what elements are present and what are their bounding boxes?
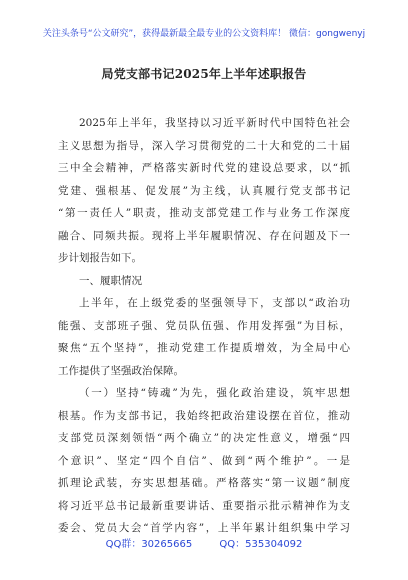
section-heading: 一、履职情况 <box>79 274 142 287</box>
document-body <box>58 112 350 540</box>
body-line: 上半年，在上级党委的坚强领导下，支部以“政治功 <box>79 297 350 309</box>
footer-qq-group: QQ群：30265665 <box>105 539 193 550</box>
body-line: （一）坚持“铸魂”为先，强化政治建设，筑牢思想 <box>79 387 350 399</box>
document-title: 局党支部书记2025年上半年述职报告 <box>101 67 307 81</box>
body-line: 根基。作为支部书记，我始终把政治建设摆在首位，推动 <box>58 409 350 422</box>
body-line: 能强、支部班子强、党员队伍强、作用发挥强”为目标， <box>58 319 350 332</box>
body-line: 步计划报告如下。 <box>58 252 142 264</box>
body-line: 支部党员深刻领悟“两个确立”的决定性意义，增强“四 <box>58 432 350 444</box>
body-line: “第一责任人”职责，推动支部党建工作与业务工作深度 <box>58 207 350 219</box>
header-note: 关注头条号“公文研究”，获得最新最全最专业的公文资料库！ 微信：gongwenyj <box>42 29 366 39</box>
body-line: 融合、同频共振。现将上半年履职情况、存在问题及下一 <box>58 229 350 242</box>
body-line: 个意识”、坚定“四个自信”、做到“两个维护”。一是 <box>58 454 350 467</box>
body-line: 将习近平总书记最新重要讲话、重要指示批示精神作为支 <box>58 499 350 512</box>
footer-contacts <box>0 535 408 550</box>
body-line: 委会、党员大会“首学内容”，上半年累计组织集中学习 <box>58 522 350 534</box>
body-line: 2025年上半年，我坚持以习近平新时代中国特色社会 <box>79 117 350 129</box>
body-line: 聚焦“五个坚持”，推动党建工作提质增效，为全局中心 <box>58 342 350 354</box>
body-line: 三中全会精神，严格落实新时代党的建设总要求，以“抓 <box>58 162 350 174</box>
body-line: 抓理论武装，夯实思想基础。严格落实“第一议题”制度 <box>58 477 350 489</box>
body-line: 工作提供了坚强政治保障。 <box>58 364 184 377</box>
body-line: 党建、强根基、促发展”为主线，认真履行党支部书记 <box>58 184 350 197</box>
footer-qq: QQ：535304092 <box>219 539 303 550</box>
body-line: 主义思想为指导，深入学习贯彻党的二十大和党的二十届 <box>58 139 350 152</box>
